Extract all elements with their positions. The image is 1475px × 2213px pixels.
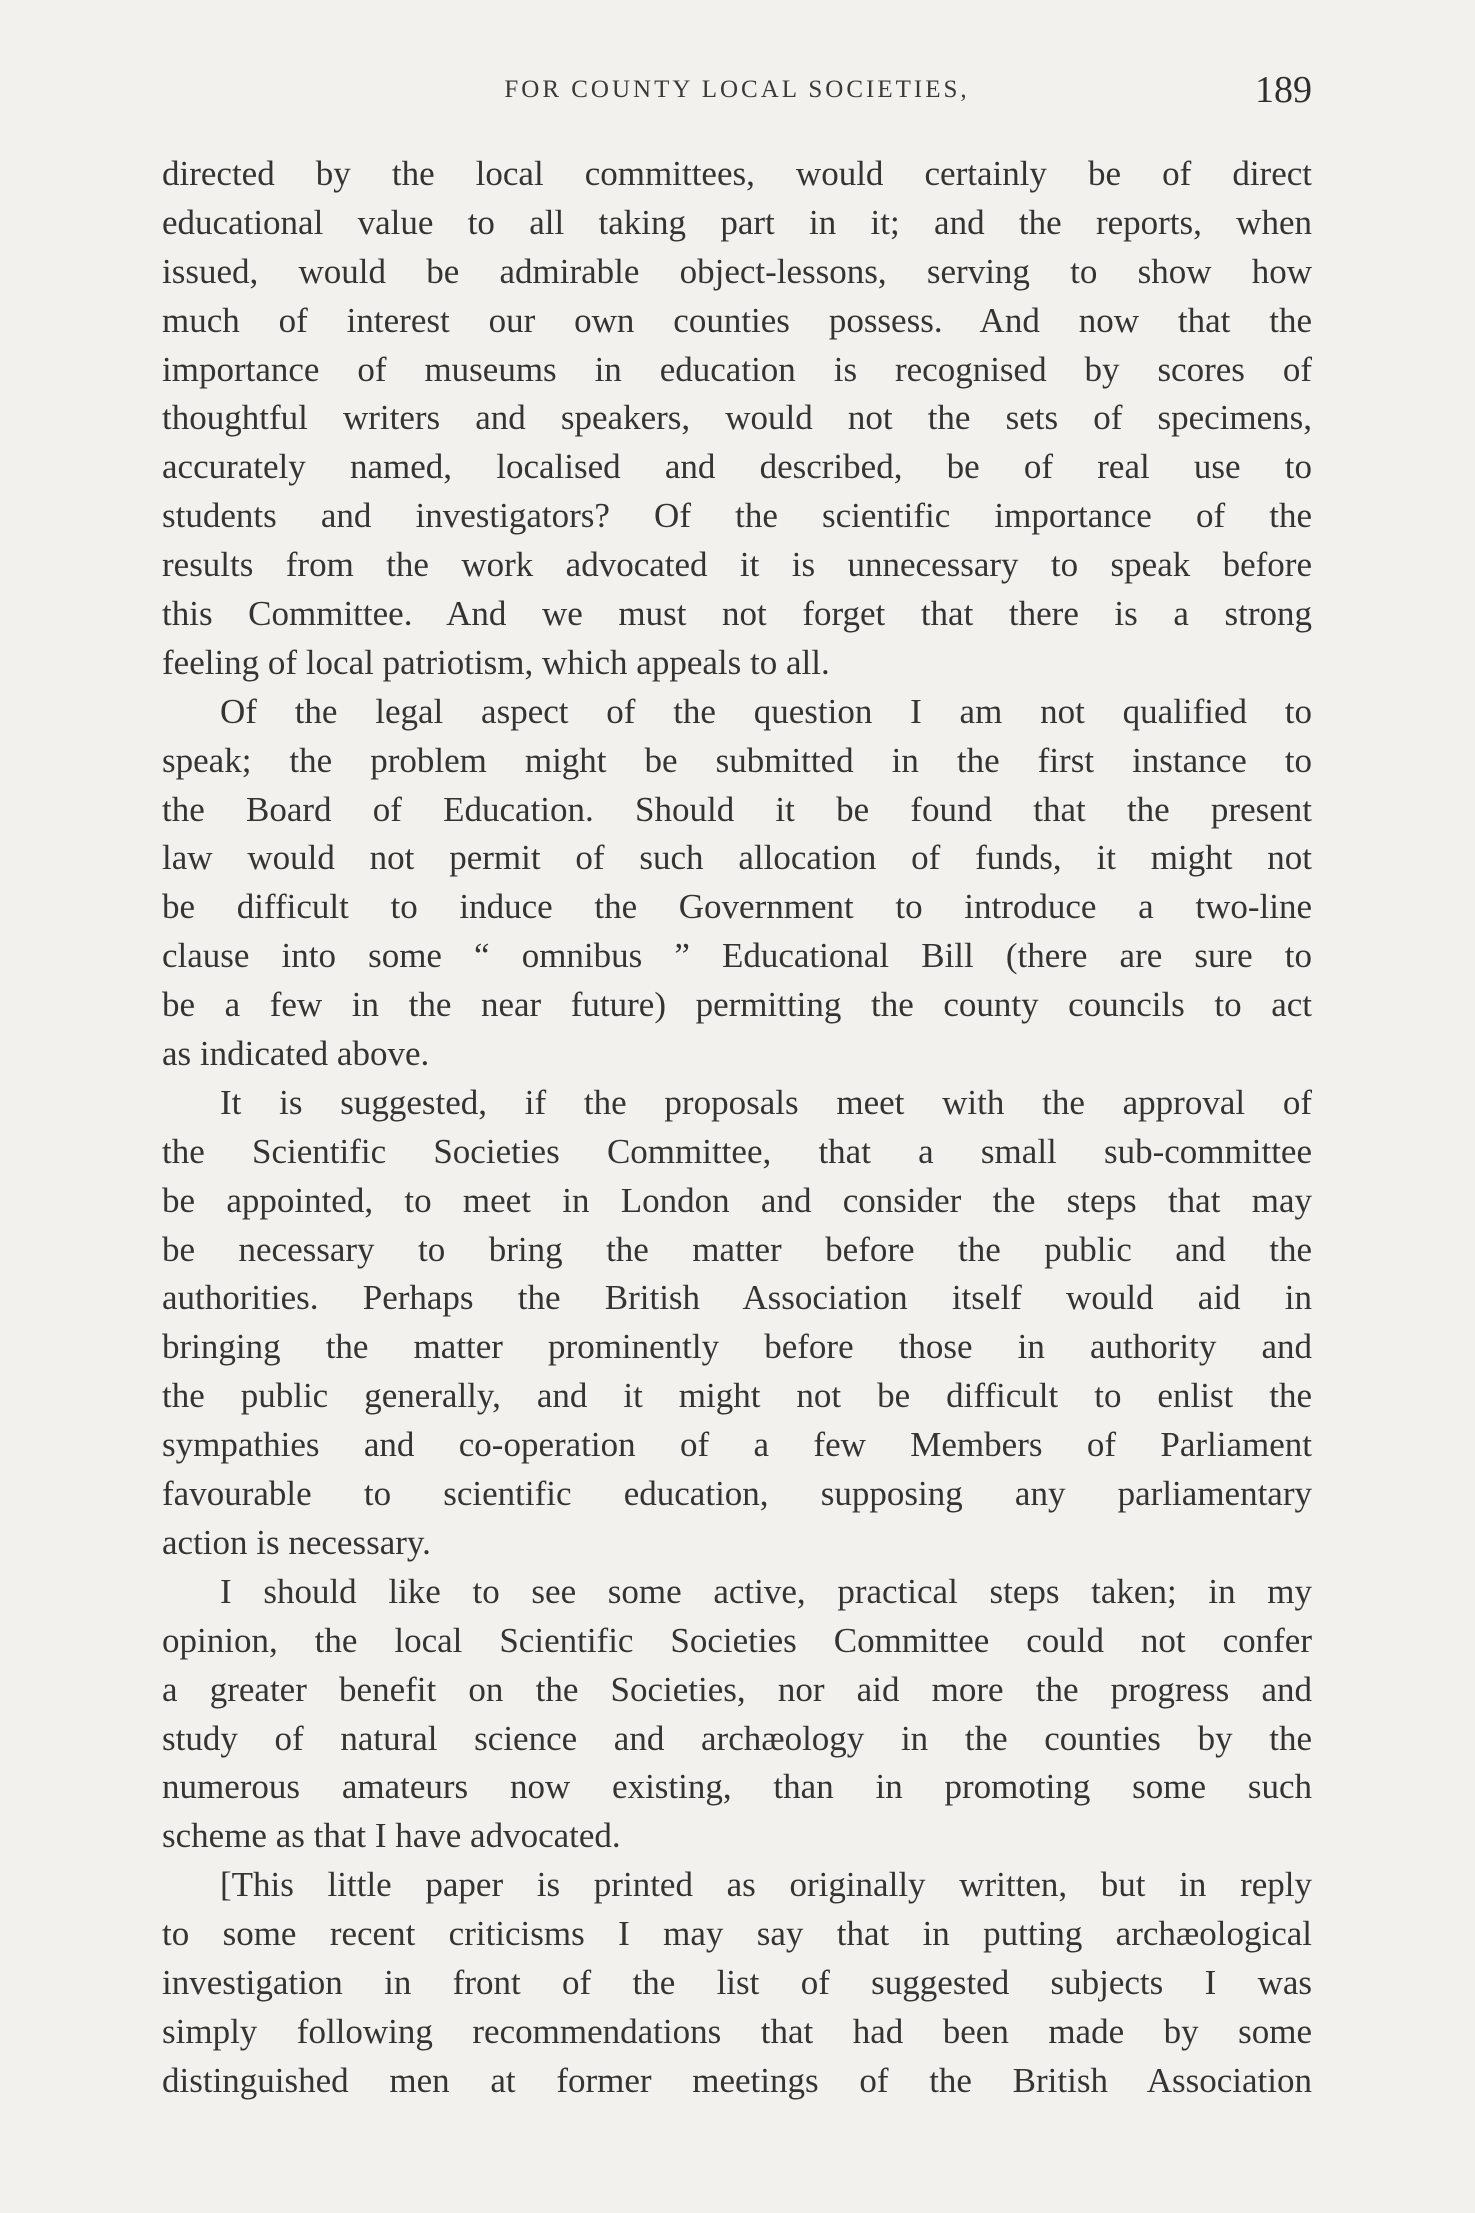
text-line: It is suggested, if the proposals meet with the approval of	[220, 1082, 1312, 1122]
text-line: directed by the local committees, would certainly be of direct	[162, 154, 1312, 193]
text-line: numerous amateurs now existing, than in promoting some such	[162, 1767, 1312, 1807]
text-line: opinion, the local Scientific Societies Committee could not confer	[162, 1620, 1312, 1660]
paragraph-2	[162, 688, 1312, 1079]
text-line: distinguished men at former meetings of the British Association	[162, 2060, 1312, 2100]
text-line: much of interest our own counties possess. And now that the	[162, 300, 1312, 340]
text-line: [This little paper is printed as originally written, but in reply	[220, 1865, 1312, 1905]
text-line: I should like to see some active, practical steps taken; in my	[220, 1571, 1312, 1611]
text-line: favourable to scientific education, supposing any parliamentary	[162, 1474, 1312, 1514]
text-line: educational value to all taking part in it; and the reports, when	[162, 202, 1312, 242]
paragraph-5	[162, 1861, 1312, 2105]
paragraph-3	[162, 1079, 1312, 1568]
text-line: to some recent criticisms I may say that in putting archæological	[162, 1914, 1312, 1954]
text-line: Of the legal aspect of the question I am not qualified to	[220, 691, 1312, 731]
text-line: importance of museums in education is recognised by scores of	[162, 349, 1312, 389]
text-line: bringing the matter prominently before those in authority and	[162, 1327, 1312, 1367]
text-line: be appointed, to meet in London and consider the steps that may	[162, 1180, 1312, 1220]
text-line: be necessary to bring the matter before the public and the	[162, 1229, 1312, 1269]
page-number: 189	[1255, 69, 1312, 111]
text-line: clause into some “ omnibus ” Educational Bill (there are sure to	[162, 936, 1312, 976]
text-line: students and investigators? Of the scientific importance of the	[162, 496, 1312, 536]
running-title: FOR COUNTY LOCAL SOCIETIES,	[504, 76, 970, 103]
text-line: be difficult to induce the Government to introduce a two-line	[162, 887, 1312, 927]
text-line: study of natural science and archæology in the counties by the	[162, 1718, 1312, 1758]
text-line: authorities. Perhaps the British Association itself would aid in	[162, 1278, 1312, 1318]
text-line: sympathies and co-operation of a few Members of Parliament	[162, 1425, 1312, 1465]
text-line: speak; the problem might be submitted in the first instance to	[162, 740, 1312, 780]
text-line: action is necessary.	[162, 1522, 431, 1562]
paragraph-1	[162, 150, 1312, 688]
paragraph-4	[162, 1568, 1312, 1861]
text-line: be a few in the near future) permitting the county councils to act	[162, 985, 1312, 1025]
running-head	[162, 68, 1312, 118]
text-line: as indicated above.	[162, 1034, 430, 1074]
text-line: this Committee. And we must not forget that there is a strong	[162, 594, 1312, 634]
text-line: the Scientific Societies Committee, that a small sub-committee	[162, 1131, 1312, 1171]
text-line: feeling of local patriotism, which appeals to all.	[162, 642, 830, 682]
text-line: a greater benefit on the Societies, nor aid more the progress and	[162, 1669, 1312, 1709]
text-line: investigation in front of the list of suggested subjects I was	[162, 1962, 1312, 2002]
text-line: the public generally, and it might not be difficult to enlist the	[162, 1376, 1312, 1416]
text-line: law would not permit of such allocation of funds, it might not	[162, 838, 1312, 878]
text-line: scheme as that I have advocated.	[162, 1816, 621, 1856]
text-line: the Board of Education. Should it be found that the present	[162, 789, 1312, 829]
body-text	[162, 150, 1312, 2106]
text-line: accurately named, localised and described, be of real use to	[162, 447, 1312, 487]
text-line: simply following recommendations that had been made by some	[162, 2011, 1312, 2051]
text-line: results from the work advocated it is unnecessary to speak before	[162, 545, 1312, 585]
text-line: thoughtful writers and speakers, would not the sets of specimens,	[162, 398, 1312, 438]
text-line: issued, would be admirable object-lessons, serving to show how	[162, 251, 1312, 291]
